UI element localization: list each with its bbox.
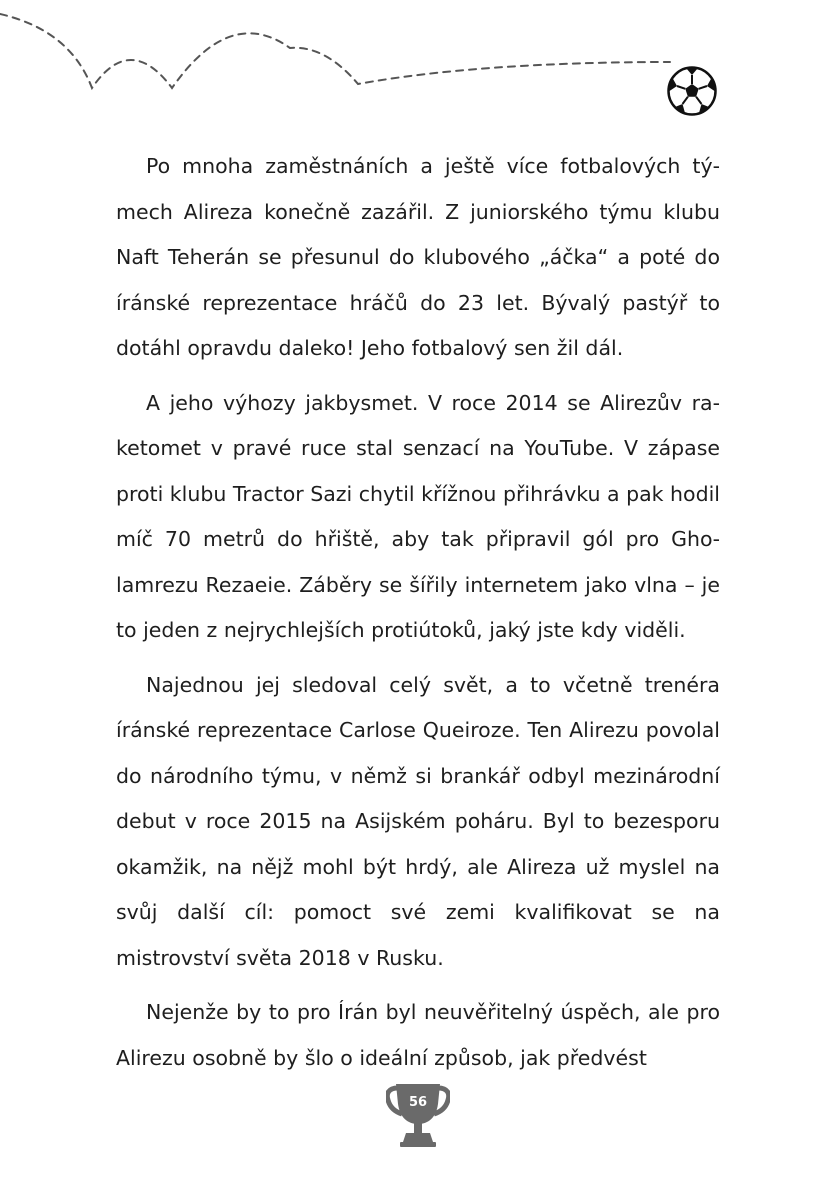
ball-trajectory-decoration (0, 0, 836, 130)
paragraph: A jeho výhozy jakbysmet. V roce 2014 se Alirezův raketomet v pravé ruce stal senzací na YouTube. V zápase proti klubu Tractor Sazi chytil křížnou přihrávku a pak hodil míč 70 metrů do hřiště, aby tak připravil gól pro Gholamrezu Rezaeie. Záběry se šířily internetem jako vlna – je to jeden z nejrychlejších protiútoků, jaký jste kdy viděli. (116, 390, 720, 642)
paragraph: Najednou jej sledoval celý svět, a to včetně trenéra íránské reprezentace Carlose Queiroze. Ten Alirezu povolal do národního týmu, v němž si brankář odbyl mezinárodní debut v roce 2015 na Asijském poháru. Byl to bezesporu okamžik, na nějž mohl být hrdý, ale Alireza už myslel na svůj další cíl: pomoct své zemi kvalifikovat se na mistrovství světa 2018 v Rusku. (116, 672, 720, 970)
page-number: 56 (408, 1095, 428, 1110)
body-text (116, 144, 720, 1090)
soccer-ball-icon (669, 67, 716, 114)
paragraph: Po mnoha zaměstnáních a ještě více fotbalových týmech Alireza konečně zazářil. Z juniorského týmu klubu Naft Teherán se přesunul do klubového „áčka“ a poté do íránské reprezentace hráčů do 23 let. Bývalý pastýř to dotáhl opravdu daleko! Jeho fotbalový sen žil dál. (116, 154, 720, 360)
paragraph: Nejenže by to pro Írán byl neuvěřitelný úspěch, ale pro Alirezu osobně by šlo o ideální způsob, jak předvést (116, 1000, 720, 1070)
trophy-icon (386, 1082, 450, 1148)
dashed-trajectory-line (0, 14, 670, 88)
